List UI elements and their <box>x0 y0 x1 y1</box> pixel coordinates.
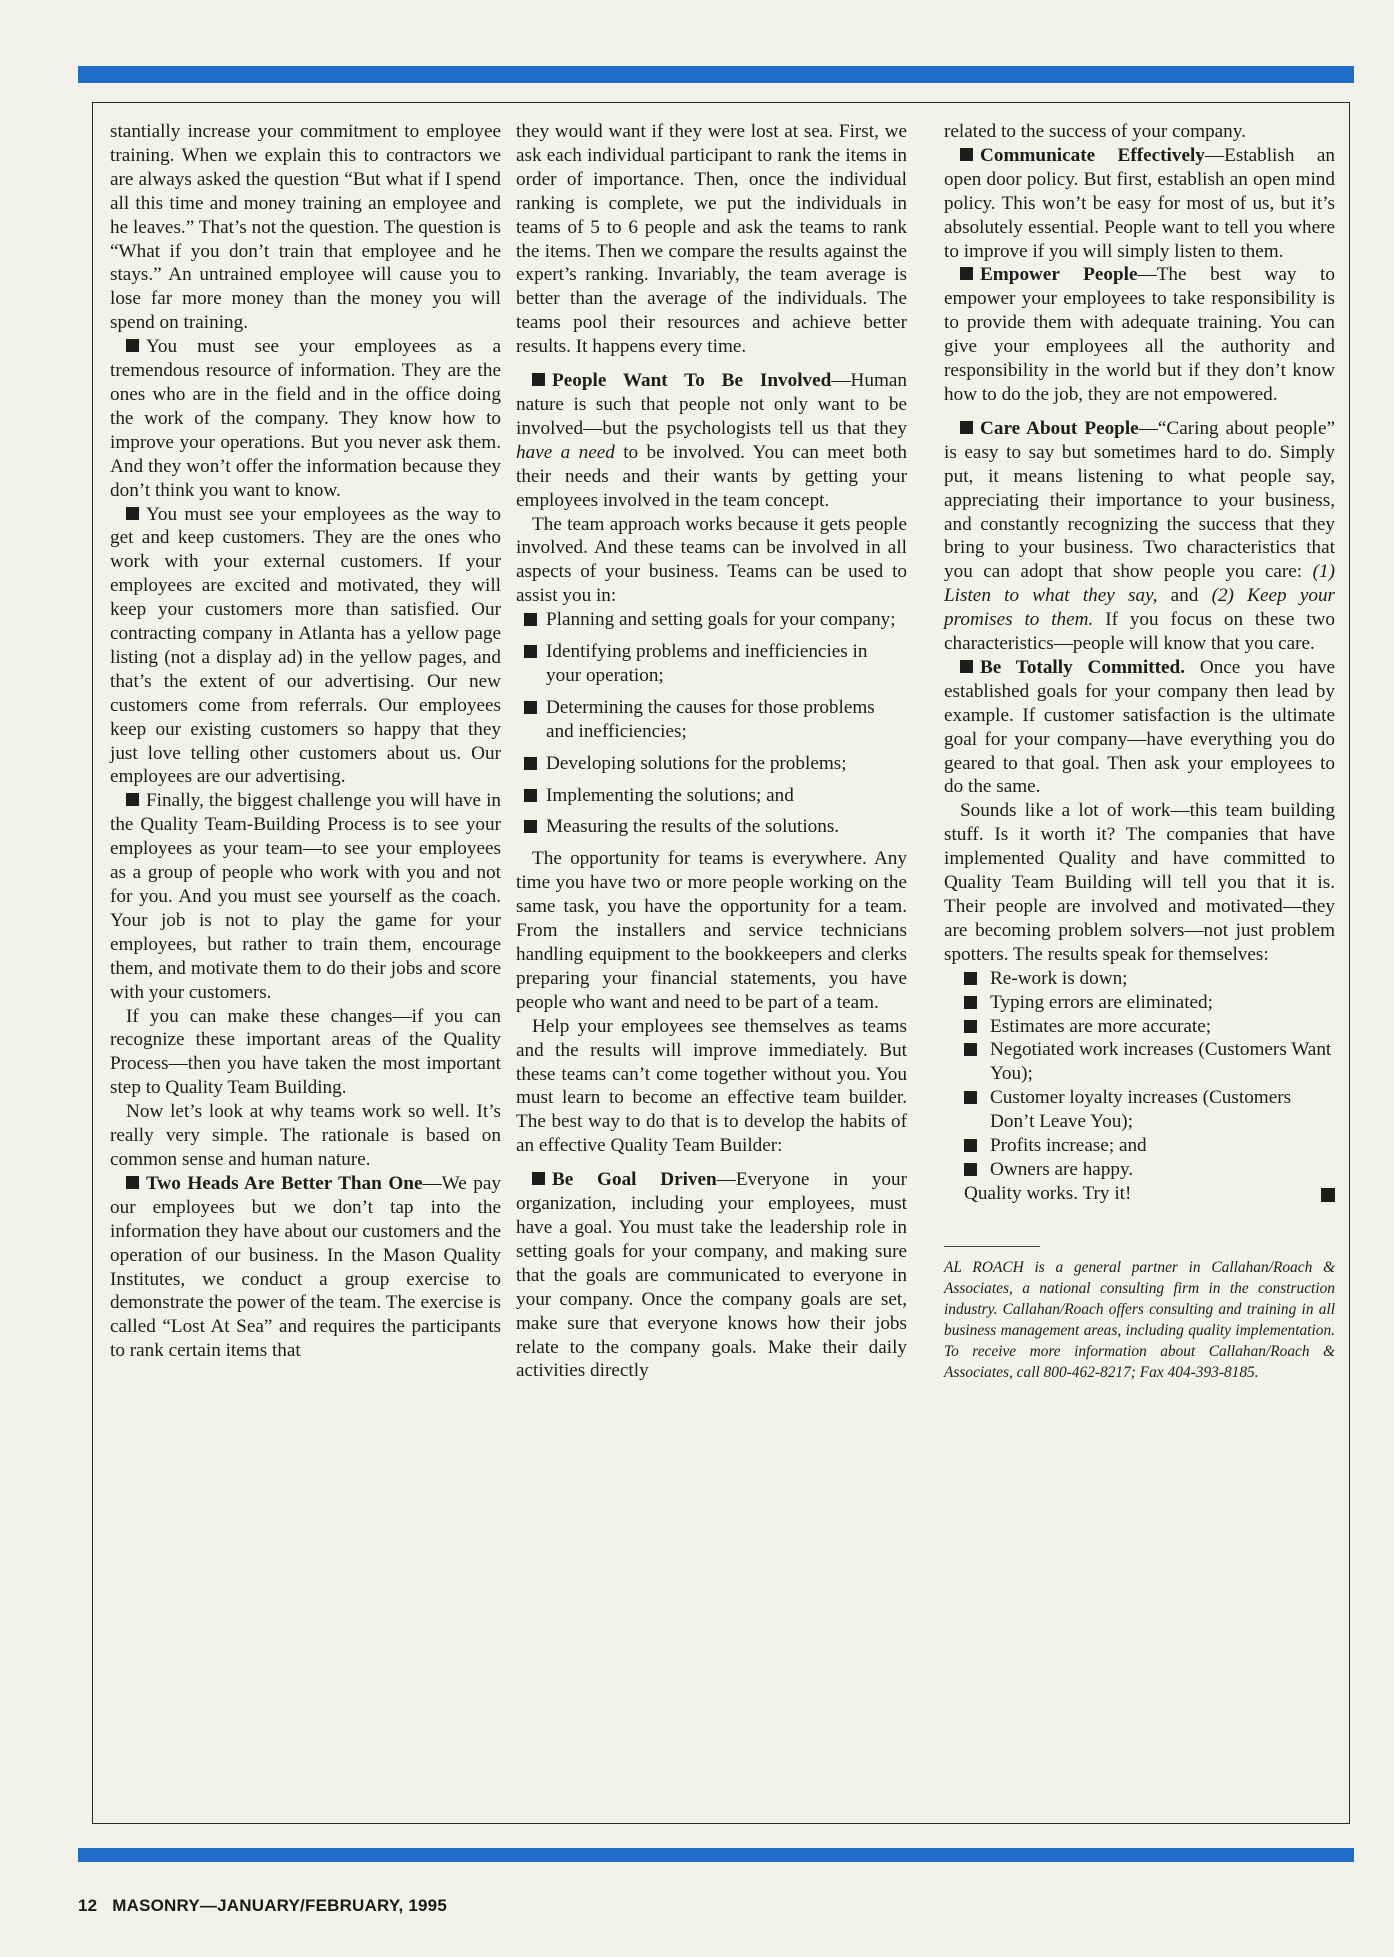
bullet-square-icon <box>964 1043 977 1056</box>
paragraph: Be Totally Committed. Once you have established goals for your company then lead by example. If customer satisfaction is the ultimate goal for your company—have everything you do geared to that goal. Then ask your employees to do the same. <box>944 656 1335 798</box>
list-item: Measuring the results of the solutions. <box>516 815 907 839</box>
paragraph: If you can make these changes—if you can recognize these important areas of the Quality Process—then you have taken the most important step to Quality Team Building. <box>110 1005 501 1099</box>
bullet-list <box>516 608 907 839</box>
paragraph: Communicate Effectively—Establish an open door policy. But first, establish an open mind policy. This won’t be easy for most of us, but it’s absolutely essential. People want to tell you where to improve if you will simply listen to them. <box>944 144 1335 262</box>
bullet-square-icon <box>524 701 537 714</box>
publication-line: MASONRY—JANUARY/FEBRUARY, 1995 <box>112 1896 447 1915</box>
column-1 <box>110 120 501 1363</box>
bullet-square-icon <box>964 972 977 985</box>
end-mark-icon <box>1321 1188 1335 1202</box>
list-item: Determining the causes for those problems and inefficiencies; <box>516 696 907 744</box>
bullet-square-icon <box>126 507 139 520</box>
column-3 <box>944 120 1335 1383</box>
paragraph: Help your employees see themselves as teams and the results will improve immediately. But these teams can’t come together without you. You must learn to become an effective team builder. The best way to do that is to develop the habits of an effective Quality Team Builder: <box>516 1015 907 1157</box>
subheading: People Want To Be Involved <box>552 370 832 392</box>
paragraph: Finally, the biggest challenge you will have in the Quality Team-Building Process is to see your employees as your team—to see your employees as a group of people who work with you and not for you. And you must see yourself as the coach. Your job is not to play the game for your employees, but rather to train them, encourage them, and motivate them to do their jobs and score with your customers. <box>110 790 501 1003</box>
author-bio: AL ROACH is a general partner in Callahan/Roach & Associates, a national consulting firm in the construction industry. Callahan/Roach offers consulting and training in all business management areas, including quality implementation. To receive more information about Callahan/Roach & Associates, call 800-462-8217; Fax 404-393-8185. <box>944 1258 1335 1381</box>
bullet-square-icon <box>964 1163 977 1176</box>
bullet-square-icon <box>126 1176 139 1189</box>
bullet-square-icon <box>960 421 973 434</box>
list-item: Profits increase; and <box>944 1134 1335 1158</box>
paragraph: You must see your employees as a tremendous resource of information. They are the ones who are in the field and in the office doing the work of the company. They know how to improve your operations. But you never ask them. And they won’t offer the information because they don’t think you want to know. <box>110 336 501 501</box>
paragraph: The opportunity for teams is everywhere. Any time you have two or more people working on the same task, you have the opportunity for a team. From the installers and service technicians handling equipment to the bookkeepers and clerks preparing your financial statements, you have people who want and need to be part of a team. <box>516 848 907 1013</box>
paragraph: Be Goal Driven—Everyone in your organization, including your employees, must have a goal. You must take the leadership role in setting goals for your company, and making sure that the goals are communicated to everyone in your company. Once the company goals are set, make sure that everyone knows how their jobs relate to the company goals. Make their daily activities directly <box>516 1169 907 1382</box>
page-number: 12 <box>78 1896 98 1915</box>
list-item: Owners are happy. <box>944 1158 1335 1182</box>
paragraph: Now let’s look at why teams work so well. It’s really very simple. The rationale is based on common sense and human nature. <box>110 1101 501 1170</box>
subheading: Be Goal Driven <box>552 1169 717 1191</box>
subheading: Be Totally Committed. <box>980 656 1186 678</box>
list-item: Customer loyalty increases (Customers Don’t Leave You); <box>944 1086 1335 1134</box>
bullet-square-icon <box>524 757 537 770</box>
subheading: Two Heads Are Better Than One <box>146 1172 423 1194</box>
paragraph: they would want if they were lost at sea. First, we ask each individual participant to rank the items in order of importance. Then, once the individual ranking is complete, we put the individuals in teams of 5 to 6 people and ask the teams to rank the items. Then we compare the results against the expert’s ranking. Invariably, the team average is better than the average of the individuals. The teams pool their resources and achieve better results. It happens every time. <box>516 121 907 358</box>
bullet-square-icon <box>524 820 537 833</box>
column-2 <box>516 120 907 1383</box>
paragraph: You must see your employees as the way to get and keep customers. They are the ones who work with your external customers. If your employees are excited and motivated, they will keep your customers more than satisfied. Our contracting company in Atlanta has a yellow page listing (not a display ad) in the yellow pages, and that’s the extent of our advertising. Our new customers come from referrals. Our employees keep our existing customers so happy that they just love telling other customers about us. Our employees are our advertising. <box>110 503 501 788</box>
list-item: Planning and setting goals for your company; <box>516 608 907 632</box>
bullet-square-icon <box>964 1139 977 1152</box>
bullet-square-icon <box>532 1172 545 1185</box>
bullet-square-icon <box>524 645 537 658</box>
paragraph: People Want To Be Involved—Human nature is such that people not only want to be involved—but the psychologists tell us that they have a need to be involved. You can meet both their needs and their wants by getting your employees involved in the team concept. <box>516 370 907 511</box>
list-item: Negotiated work increases (Customers Want You); <box>944 1038 1335 1086</box>
bullet-square-icon <box>532 373 545 386</box>
list-item: Re-work is down; <box>944 967 1335 991</box>
bullet-square-icon <box>126 793 139 806</box>
page-footer <box>78 1896 447 1916</box>
list-item: Typing errors are eliminated; <box>944 991 1335 1015</box>
bullet-square-icon <box>960 660 973 673</box>
bullet-square-icon <box>960 267 973 280</box>
paragraph: Sounds like a lot of work—this team building stuff. Is it worth it? The companies that have implemented Quality and have committed to Quality Team Building will tell you that it is. Their people are involved and motivated—they are becoming problem solvers—not just problem spotters. The results speak for themselves: <box>944 800 1335 965</box>
bullet-square-icon <box>960 148 973 161</box>
paragraph: Empower People—The best way to empower your employees to take responsibility is to provide them with adequate training. You can give your employees all the authority and responsibility in the world but if they don’t know how to do the job, they are not empowered. <box>944 264 1335 405</box>
bullet-square-icon <box>964 1020 977 1033</box>
top-accent-bar <box>78 66 1354 83</box>
closing-line: Quality works. Try it! <box>944 1182 1335 1206</box>
list-item: Implementing the solutions; and <box>516 784 907 808</box>
bullet-square-icon <box>524 613 537 626</box>
subheading: Care About People <box>980 417 1139 439</box>
paragraph: stantially increase your commitment to employee training. When we explain this to contractors we are always asked the question “But what if I spend all this time and money training an employee and he leaves.” That’s not the question. The question is “What if you don’t train that employee and he stays.” An untrained employee will cause you to lose far more money than the money you will spend on training. <box>110 121 501 334</box>
bullet-list <box>944 967 1335 1182</box>
bottom-accent-bar <box>78 1848 1354 1862</box>
subheading: Communicate Effectively <box>980 144 1205 166</box>
list-item: Developing solutions for the problems; <box>516 752 907 776</box>
paragraph: related to the success of your company. <box>944 121 1246 142</box>
list-item: Estimates are more accurate; <box>944 1015 1335 1039</box>
bullet-square-icon <box>524 789 537 802</box>
paragraph: The team approach works because it gets people involved. And these teams can be involved in all aspects of your business. Teams can be used to assist you in: <box>516 513 907 607</box>
bullet-square-icon <box>126 339 139 352</box>
list-item: Identifying problems and inefficiencies in your operation; <box>516 640 907 688</box>
bullet-square-icon <box>964 1091 977 1104</box>
paragraph: Two Heads Are Better Than One—We pay our employees but we don’t tap into the information they have about our customers and the operation of our business. In the Mason Quality Institutes, we conduct a group exercise to demonstrate the power of the team. The exercise is called “Lost At Sea” and requires the participants to rank certain items that <box>110 1172 501 1362</box>
subheading: Empower People <box>980 264 1138 286</box>
bullet-square-icon <box>964 996 977 1009</box>
divider <box>944 1246 1040 1247</box>
paragraph: Care About People—“Caring about people” is easy to say but sometimes hard to do. Simply put, it means listening to what people say, appreciating their importance to your business, and constantly recognizing the success that they bring to your business. Two characteristics that you can adopt that show people you care: (1) Listen to what they say, and (2) Keep your promises to them. If you focus on these two characteristics—people will know that you care. <box>944 417 1336 655</box>
